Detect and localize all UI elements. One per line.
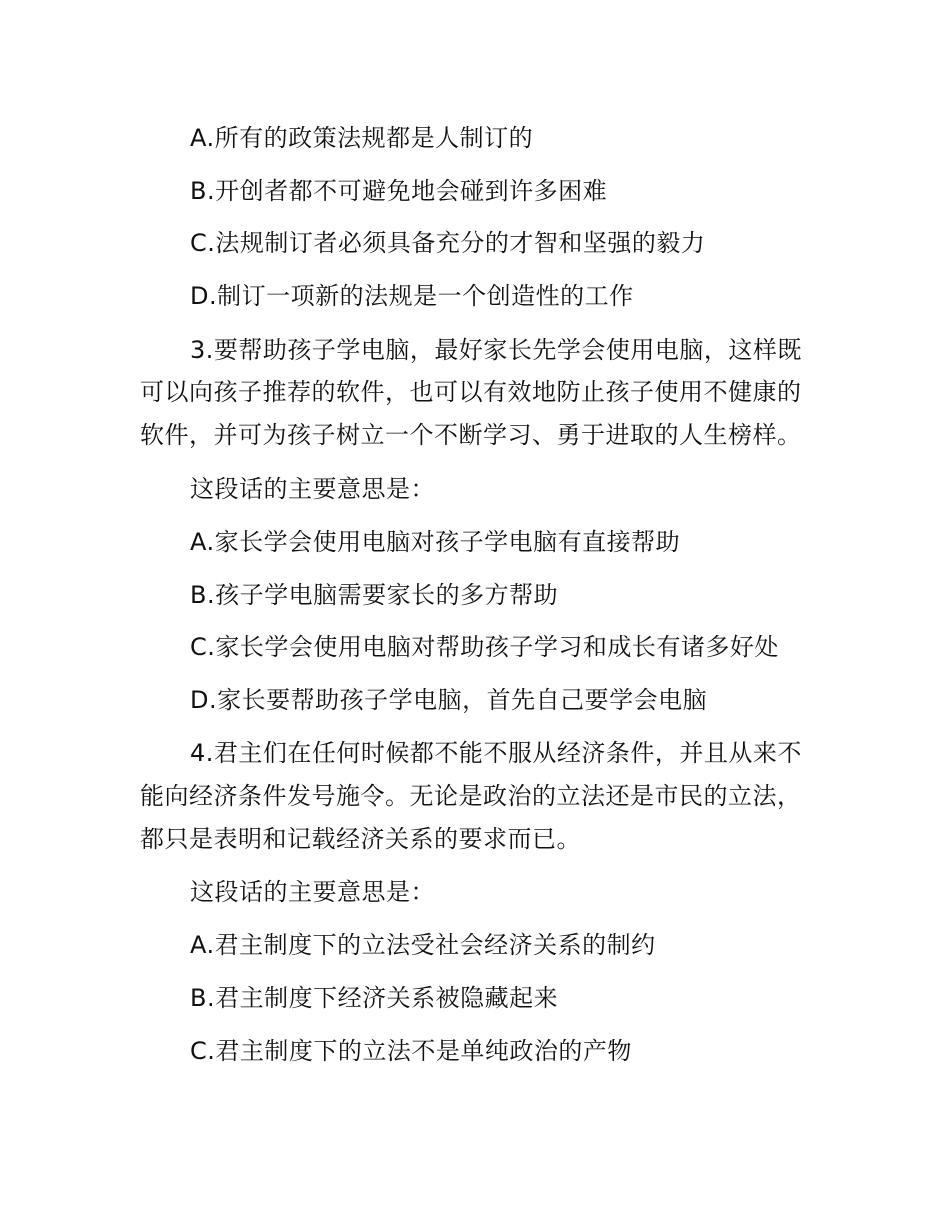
q3-prompt: 这段话的主要意思是： (190, 475, 435, 503)
q4-stem-line-2: 能向经济条件发号施令。无论是政治的立法还是市民的立法， (140, 782, 802, 810)
q2-option-c: C.法规制订者必须具备充分的才智和坚强的毅力 (190, 229, 706, 257)
q3-option-c: C.家长学会使用电脑对帮助孩子学习和成长有诸多好处 (190, 633, 779, 661)
q4-option-b: B.君主制度下经济关系被隐藏起来 (190, 984, 559, 1012)
q2-option-d: D.制订一项新的法规是一个创造性的工作 (190, 282, 634, 310)
q2-option-a: A.所有的政策法规都是人制订的 (190, 124, 534, 152)
q3-option-a: A.家长学会使用电脑对孩子学电脑有直接帮助 (190, 528, 681, 556)
q3-stem-line-2: 可以向孩子推荐的软件，也可以有效地防止孩子使用不健康的 (140, 378, 802, 406)
q3-option-b: B.孩子学电脑需要家长的多方帮助 (190, 581, 559, 609)
q2-option-b: B.开创者都不可避免地会碰到许多困难 (190, 177, 608, 205)
q4-prompt: 这段话的主要意思是： (190, 878, 435, 906)
q3-stem-line-1: 3.要帮助孩子学电脑，最好家长先学会使用电脑，这样既 (190, 336, 802, 364)
q4-stem-line-3: 都只是表明和记载经济关系的要求而已。 (140, 825, 581, 853)
q3-stem-line-3: 软件，并可为孩子树立一个不断学习、勇于进取的人生榜样。 (140, 421, 802, 449)
q4-option-c: C.君主制度下的立法不是单纯政治的产物 (190, 1037, 632, 1065)
q3-option-d: D.家长要帮助孩子学电脑，首先自己要学会电脑 (190, 686, 708, 714)
q4-option-a: A.君主制度下的立法受社会经济关系的制约 (190, 931, 656, 959)
q4-stem-line-1: 4.君主们在任何时候都不能不服从经济条件，并且从来不 (190, 739, 802, 767)
